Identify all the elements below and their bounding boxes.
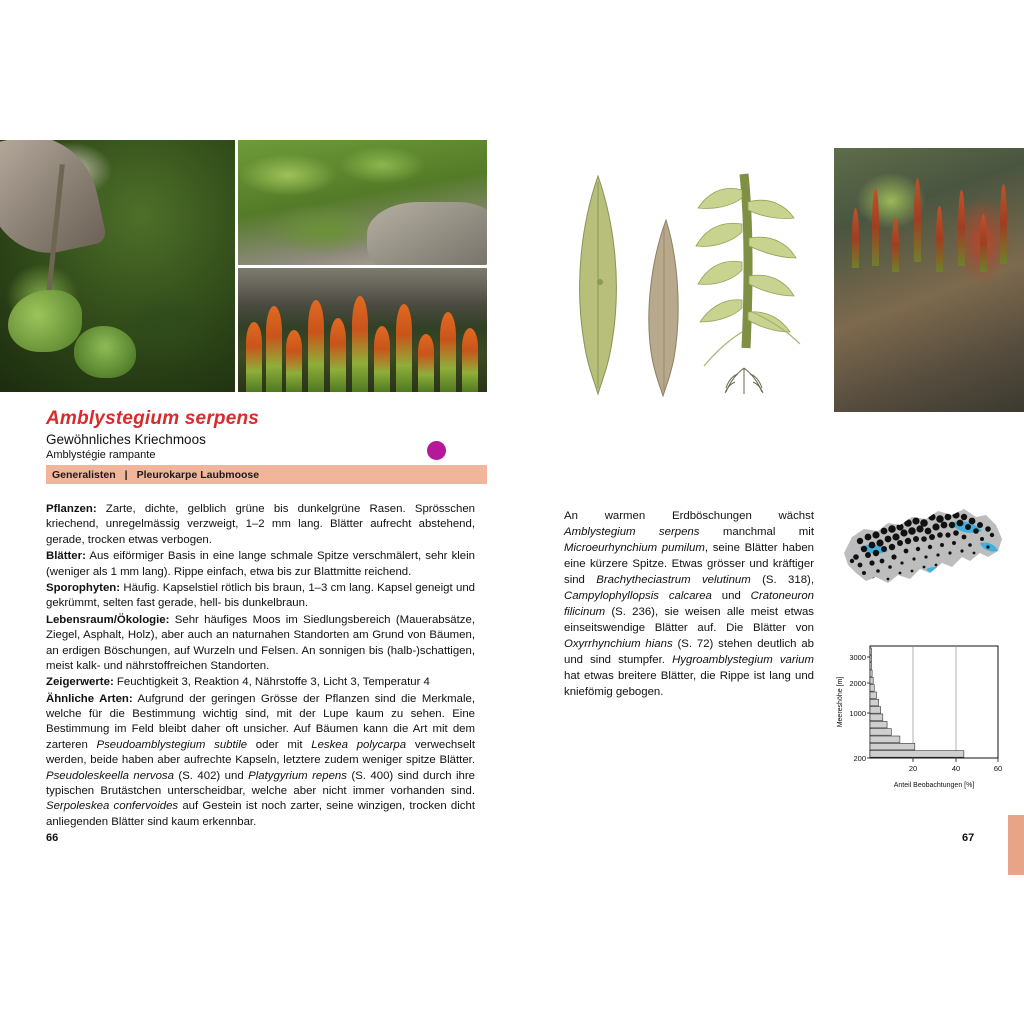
- label-blaetter: Blätter:: [46, 550, 86, 563]
- text-sporophyten: Häufig. Kapselstiel rötlich bis braun, 1–3 cm lang. Kapsel geneigt und gekrümmt, selten fast gerade, hell- bis dunkelbraun.: [46, 581, 475, 610]
- text-aehnliche-arten: [46, 693, 475, 828]
- chart-bar: [870, 677, 873, 684]
- distribution-map: [830, 495, 1010, 620]
- species-name-inline: Cratoneuron filicinum: [564, 590, 814, 619]
- label-pflanzen: Pflanzen:: [46, 503, 97, 515]
- svg-text:40: 40: [951, 764, 961, 773]
- text-run: verwechselt werden, beide haben aber aufrechte Kapseln, letztere zudem weniger spitze Blätter.: [46, 738, 475, 767]
- chart-bar: [870, 655, 872, 662]
- species-name-inline: Hygroamblystegium varium: [672, 654, 814, 667]
- photo-habitat-rock: [834, 148, 1024, 412]
- paragraph-zeigerwerte: [46, 675, 475, 690]
- category-bar: [46, 465, 487, 484]
- svg-text:200: 200: [853, 754, 866, 763]
- category-group-label: Generalisten: [52, 468, 116, 481]
- chart-bar: [870, 699, 879, 706]
- text-run: (S. 72) stehen deutlich ab und sind stumpfer.: [564, 638, 814, 667]
- text-run: hat etwas breitere Blätter, die Rippe ist lang und kniefömig gebogen.: [564, 670, 814, 699]
- species-name-inline: Amblystegium serpens: [564, 526, 700, 539]
- chart-bar: [870, 670, 872, 677]
- text-run: und: [711, 590, 751, 603]
- species-name-inline: Oxyrrhynchium hians: [564, 638, 673, 651]
- text-run: auf Gestein ist noch zarter, seine winzigen, trocken dicht anliegenden Blätter sind kaum erkennbar.: [46, 800, 475, 828]
- text-run: manchmal mit: [699, 526, 814, 539]
- chart-bar: [870, 743, 915, 750]
- species-latin-name: Amblystegium serpens: [46, 408, 260, 429]
- svg-text:2000: 2000: [849, 679, 866, 688]
- label-sporophyten: Sporophyten:: [46, 581, 121, 594]
- category-type-label: Pleurokarpe Laubmoose: [136, 468, 260, 481]
- svg-text:60: 60: [993, 764, 1003, 773]
- page-number-right: 67: [962, 832, 975, 844]
- chart-bar: [870, 707, 881, 714]
- text-run: Aufgrund der geringen Grösse der Pflanzen sind die Merkmale, welche für die Bestimmung wichtig sind, mit der Lupe kaum zu sehen. Eine Bestimmung im Feld bleibt daher oft unsicher. Auf Bäumen kann die Art mit dem zarteren: [46, 692, 475, 751]
- text-run: (S. 236), sie weisen alle meist etwas einseitswendige Blätter auf. Die Blätter von: [564, 606, 814, 635]
- photo-microscopy-leaves: [556, 162, 828, 412]
- label-aehnliche-arten: Ähnliche Arten:: [46, 692, 133, 705]
- species-name-inline: Pseudoleskeella nervosa: [46, 769, 174, 782]
- decorative-rock-shape: [367, 202, 487, 265]
- chart-bar: [870, 685, 874, 692]
- photo-moss-sporophytes: [238, 268, 487, 392]
- microscopy-illustration: [556, 162, 828, 412]
- right-body-text: [564, 498, 814, 712]
- status-dot-marker: [427, 441, 446, 460]
- label-zeigerwerte: Zeigerwerte:: [46, 676, 114, 689]
- text-run: oder mit: [247, 738, 312, 751]
- species-name-inline: Leskea polycarpa: [311, 738, 407, 751]
- chart-bar: [870, 714, 883, 721]
- edge-color-tab: [1008, 815, 1024, 875]
- svg-text:20: 20: [908, 764, 918, 773]
- species-french-name: Amblystégie rampante: [46, 449, 156, 461]
- chart-bar: [870, 692, 876, 699]
- decorative-leaf-shape-2: [8, 290, 82, 352]
- species-name-inline: Pseudoamblystegium subtile: [96, 738, 248, 751]
- species-name-inline: Microeurhynchium pumilum: [564, 542, 705, 555]
- text-run: (S. 318),: [750, 574, 814, 587]
- text-blaetter: Aus eiförmiger Basis in eine lange schmale Spitze verschmälert, sehr klein (weniger als 1 mm lang). Rippe einfach, etwa bis zur Blattmitte reichend.: [46, 550, 475, 578]
- text-run: (S. 402) und: [173, 769, 249, 782]
- page-number-left: 66: [46, 832, 59, 844]
- photo-moss-cushion: [0, 140, 235, 392]
- chart-bar: [870, 729, 891, 736]
- svg-text:3000: 3000: [849, 653, 866, 662]
- chart-bar: [870, 751, 964, 758]
- photo-moss-lawn: [238, 140, 487, 265]
- label-lebensraum: Lebensraum/Ökologie:: [46, 613, 170, 626]
- svg-text:1000: 1000: [849, 709, 866, 718]
- text-run: (S. 400) sind durch ihre typischen Brutästchen unterscheidbar, welche aber nicht immer vorhanden sind.: [46, 769, 475, 798]
- text-lebensraum: Sehr häufiges Moos im Siedlungsbereich (Mauerabsätze, Ziegel, Asphalt, Holz), aber auch an naturnahen Standorten am Grund von Bäumen, an erdigen Böschungen, auf Wurzeln und Felsen. An sonnigen bis (halb-)schattigen, meist kalk- und nährstoffreichen Standorten.: [46, 613, 475, 672]
- chart-xlabel: Anteil Beobachtungen [%]: [893, 782, 975, 789]
- species-name-inline: Platygyrium repens: [248, 769, 347, 782]
- altitude-chart-svg: [830, 640, 1016, 795]
- left-body-text: [46, 502, 475, 831]
- paragraph-pflanzen: [46, 502, 475, 548]
- paragraph-blaetter: [46, 549, 475, 580]
- chart-ylabel: Meereshöhe [m]: [837, 676, 844, 728]
- chart-bar: [870, 721, 887, 728]
- text-pflanzen: Zarte, dichte, gelblich grüne bis dunkelgrüne Rasen. Sprösschen kriechend, unregelmässig verzweigt, 1–2 mm lang. Blätter aufrecht abstehend, gerade, trocken etwas verbogen.: [46, 503, 475, 546]
- species-heading-block: [46, 408, 486, 461]
- species-name-inline: Brachytheciastrum velutinum: [596, 574, 751, 587]
- paragraph-right-body: [564, 509, 814, 701]
- chart-bar: [870, 736, 900, 743]
- species-german-name: Gewöhnliches Kriechmoos: [46, 432, 206, 447]
- map-switzerland-svg: [830, 495, 1010, 620]
- species-name-inline: Serpoleskea confervoides: [46, 800, 179, 813]
- text-run: , seine Blätter haben eine kürzere Spitze. Etwas grösser und kräftiger sind: [564, 542, 814, 587]
- species-name-inline: Campylophyllopsis calcarea: [564, 590, 712, 603]
- paragraph-aehnliche-arten: [46, 692, 475, 831]
- chart-bar: [870, 663, 872, 670]
- text-zeigerwerte: Feuchtigkeit 3, Reaktion 4, Nährstoffe 3, Licht 3, Temperatur 4: [113, 676, 430, 689]
- decorative-leaf-shape-3: [74, 326, 136, 378]
- category-separator: |: [124, 468, 128, 481]
- paragraph-lebensraum: [46, 613, 475, 675]
- photo-grid: [0, 140, 487, 392]
- chart-bar: [870, 648, 872, 655]
- altitude-distribution-chart: [830, 640, 1016, 795]
- text-run: An warmen Erdböschungen wächst: [564, 510, 814, 523]
- paragraph-sporophyten: [46, 581, 475, 612]
